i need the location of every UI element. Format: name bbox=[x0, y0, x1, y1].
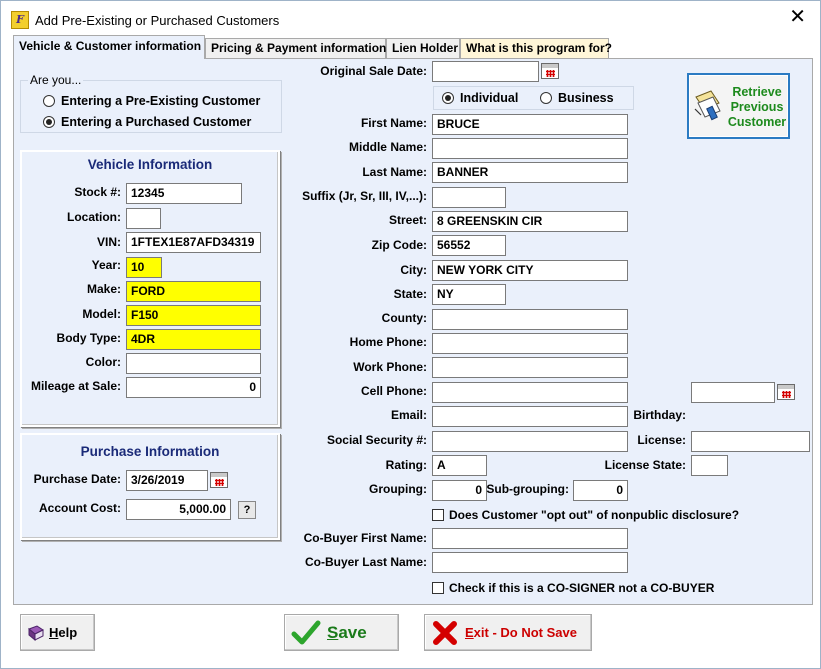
help-button[interactable] bbox=[20, 614, 95, 651]
tab-vehicle-customer[interactable]: Vehicle & Customer information bbox=[13, 35, 205, 59]
radio-pre-existing[interactable] bbox=[43, 94, 260, 108]
tab-lien-holder[interactable]: Lien Holder bbox=[386, 38, 460, 59]
street-field[interactable]: 8 GREENSKIN CIR bbox=[432, 211, 628, 232]
license-state-label: License State: bbox=[604, 458, 686, 472]
city-field[interactable]: NEW YORK CITY bbox=[432, 260, 628, 281]
mileage-field[interactable]: 0 bbox=[126, 377, 261, 398]
optout-checkbox[interactable] bbox=[432, 508, 739, 522]
cosigner-label: Check if this is a CO-SIGNER not a CO-BUYER bbox=[449, 581, 715, 595]
radio-individual-label: Individual bbox=[460, 91, 519, 105]
make-field[interactable]: FORD bbox=[126, 281, 261, 302]
cell-phone-field[interactable] bbox=[432, 382, 628, 403]
rating-field[interactable]: A bbox=[432, 455, 487, 476]
retrieve-folder-icon bbox=[693, 89, 723, 123]
suffix-field[interactable] bbox=[432, 187, 506, 208]
rating-label: Rating: bbox=[385, 458, 427, 472]
red-x-icon bbox=[431, 619, 459, 647]
birthday-field[interactable] bbox=[691, 382, 775, 403]
retrieve-label bbox=[725, 85, 789, 130]
last-name-label: Last Name: bbox=[362, 165, 427, 179]
ssn-label: Social Security #: bbox=[326, 433, 427, 447]
window-title: Add Pre-Existing or Purchased Customers bbox=[35, 13, 280, 28]
customer-type-group bbox=[433, 86, 634, 110]
home-phone-label: Home Phone: bbox=[349, 335, 427, 349]
work-phone-label: Work Phone: bbox=[353, 360, 427, 374]
zip-field[interactable]: 56552 bbox=[432, 235, 506, 256]
calendar-icon[interactable] bbox=[541, 63, 559, 79]
license-state-field[interactable] bbox=[691, 455, 728, 476]
zip-label: Zip Code: bbox=[371, 238, 427, 252]
radio-business[interactable] bbox=[540, 91, 614, 105]
radio-individual[interactable] bbox=[442, 91, 518, 105]
first-name-label: First Name: bbox=[360, 116, 427, 130]
save-label: Save bbox=[327, 622, 367, 642]
exit-label: Exit - Do Not Save bbox=[465, 625, 577, 640]
email-label: Email: bbox=[390, 408, 427, 422]
tab-pricing-payment[interactable]: Pricing & Payment information bbox=[205, 38, 386, 59]
calendar-icon[interactable] bbox=[210, 472, 228, 488]
app-icon: F bbox=[11, 11, 29, 29]
radio-purchased-label: Entering a Purchased Customer bbox=[61, 115, 252, 129]
purchase-date-field[interactable]: 3/26/2019 bbox=[126, 470, 208, 491]
retrieve-label-line3: Customer bbox=[727, 115, 787, 129]
stock-label: Stock #: bbox=[74, 185, 121, 199]
state-field[interactable]: NY bbox=[432, 284, 506, 305]
middle-name-label: Middle Name: bbox=[348, 140, 427, 154]
radio-circle[interactable] bbox=[540, 92, 552, 104]
account-cost-field[interactable]: 5,000.00 bbox=[126, 499, 231, 520]
cost-help-button[interactable]: ? bbox=[238, 501, 256, 519]
tab-panel bbox=[13, 58, 813, 605]
radio-purchased[interactable] bbox=[43, 115, 251, 129]
grouping-field[interactable]: 0 bbox=[432, 480, 487, 501]
are-you-group bbox=[20, 73, 282, 133]
body-type-field[interactable]: 4DR bbox=[126, 329, 261, 350]
cobuyer-first-field[interactable] bbox=[432, 528, 628, 549]
location-field[interactable] bbox=[126, 208, 161, 229]
birthday-label: Birthday: bbox=[633, 408, 686, 422]
color-field[interactable] bbox=[126, 353, 261, 374]
county-label: County: bbox=[381, 311, 427, 325]
suffix-label: Suffix (Jr, Sr, III, IV,...): bbox=[302, 189, 427, 203]
cobuyer-last-field[interactable] bbox=[432, 552, 628, 573]
first-name-field[interactable]: BRUCE bbox=[432, 114, 628, 135]
vin-field[interactable]: 1FTEX1E87AFD34319 bbox=[126, 232, 261, 253]
exit-button[interactable] bbox=[424, 614, 592, 651]
mileage-label: Mileage at Sale: bbox=[30, 379, 121, 393]
calendar-icon[interactable] bbox=[777, 384, 795, 400]
vehicle-info-box bbox=[20, 150, 280, 427]
model-field[interactable]: F150 bbox=[126, 305, 261, 326]
cosigner-checkbox[interactable] bbox=[432, 581, 714, 595]
license-label: License: bbox=[637, 433, 686, 447]
cobuyer-last-label: Co-Buyer Last Name: bbox=[304, 555, 427, 569]
checkmark-icon bbox=[291, 619, 321, 647]
save-button[interactable] bbox=[284, 614, 399, 651]
home-phone-field[interactable] bbox=[432, 333, 628, 354]
radio-circle-selected[interactable] bbox=[43, 116, 55, 128]
radio-business-label: Business bbox=[558, 91, 614, 105]
purchase-info-box bbox=[20, 433, 280, 540]
sale-date-field[interactable] bbox=[432, 61, 539, 82]
last-name-field[interactable]: BANNER bbox=[432, 162, 628, 183]
year-field[interactable]: 10 bbox=[126, 257, 162, 278]
location-label: Location: bbox=[67, 210, 121, 224]
make-label: Make: bbox=[86, 282, 121, 296]
radio-circle-selected[interactable] bbox=[442, 92, 454, 104]
radio-pre-existing-label: Entering a Pre-Existing Customer bbox=[61, 94, 261, 108]
county-field[interactable] bbox=[432, 309, 628, 330]
subgrouping-field[interactable]: 0 bbox=[573, 480, 628, 501]
ssn-field[interactable] bbox=[432, 431, 628, 452]
retrieve-previous-customer-button[interactable] bbox=[687, 73, 790, 139]
help-label: Help bbox=[49, 625, 78, 640]
work-phone-field[interactable] bbox=[432, 357, 628, 378]
checkbox-square[interactable] bbox=[432, 582, 444, 594]
body-type-label: Body Type: bbox=[56, 331, 121, 345]
tab-what-is-this[interactable]: What is this program for? bbox=[460, 38, 609, 59]
help-book-icon bbox=[27, 625, 45, 641]
sale-date-label: Original Sale Date: bbox=[320, 64, 427, 78]
retrieve-label-line2: Previous bbox=[730, 100, 784, 114]
close-button[interactable]: ✕ bbox=[789, 6, 806, 28]
vehicle-info-title: Vehicle Information bbox=[87, 157, 213, 172]
stock-field[interactable]: 12345 bbox=[126, 183, 242, 204]
retrieve-label-line1: Retrieve bbox=[732, 85, 782, 99]
color-label: Color: bbox=[85, 355, 121, 369]
title-bar bbox=[1, 1, 820, 35]
are-you-legend: Are you... bbox=[30, 73, 82, 87]
grouping-label: Grouping: bbox=[369, 482, 427, 496]
license-field[interactable] bbox=[691, 431, 810, 452]
email-field[interactable] bbox=[432, 406, 628, 427]
subgrouping-label: Sub-grouping: bbox=[486, 482, 569, 496]
radio-circle[interactable] bbox=[43, 95, 55, 107]
state-label: State: bbox=[393, 287, 427, 301]
vin-label: VIN: bbox=[97, 235, 121, 249]
checkbox-square[interactable] bbox=[432, 509, 444, 521]
model-label: Model: bbox=[82, 307, 121, 321]
optout-label: Does Customer "opt out" of nonpublic disclosure? bbox=[449, 508, 740, 522]
city-label: City: bbox=[400, 263, 427, 277]
account-cost-label: Account Cost: bbox=[39, 501, 121, 515]
purchase-date-label: Purchase Date: bbox=[33, 472, 121, 486]
cell-phone-label: Cell Phone: bbox=[360, 384, 427, 398]
middle-name-field[interactable] bbox=[432, 138, 628, 159]
purchase-info-title: Purchase Information bbox=[80, 444, 220, 459]
year-label: Year: bbox=[91, 258, 121, 272]
street-label: Street: bbox=[388, 213, 427, 227]
cobuyer-first-label: Co-Buyer First Name: bbox=[303, 531, 427, 545]
